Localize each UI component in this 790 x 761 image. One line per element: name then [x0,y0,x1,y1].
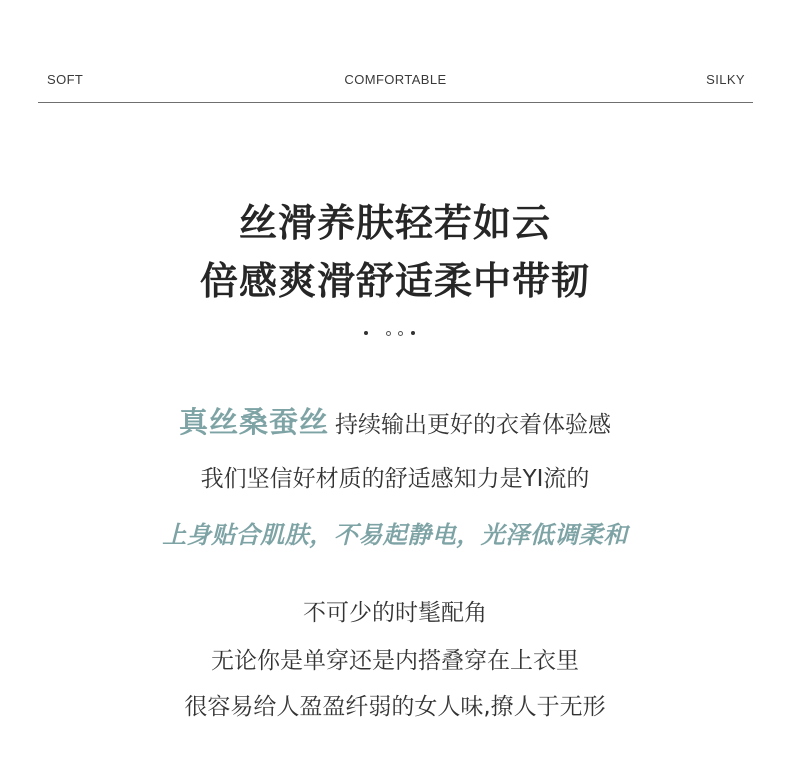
tag-soft: SOFT [47,72,84,87]
tag-comfortable: COMFORTABLE [344,72,447,87]
dot-hollow-icon [398,331,403,336]
top-tag-bar [38,64,753,103]
headline-line-2: 倍感爽滑舒适柔中带韧 [199,259,590,303]
intro-line [0,400,790,441]
headline-line-1: 丝滑养肤轻若如云 [238,201,551,245]
body-line-6: 很容易给人盈盈纤弱的女人味,撩人于无形 [184,694,606,720]
intro-text: 持续输出更好的衣着体验感 [335,412,611,438]
tag-silky: SILKY [706,72,745,87]
dot-filled-icon [411,331,415,335]
body-line-4: 不可少的时髦配角 [303,600,487,626]
dot-hollow-icon [386,331,391,336]
body-line-2: 我们坚信好材质的舒适感知力是YI流的 [200,466,590,492]
silk-title: 真丝桑蚕丝 [178,405,329,439]
dot-filled-icon [364,331,368,335]
accent-line: 上身贴合肌肤，不易起静电，光泽低调柔和 [162,521,628,549]
body-line-5: 无论你是单穿还是内搭叠穿在上衣里 [211,648,579,674]
